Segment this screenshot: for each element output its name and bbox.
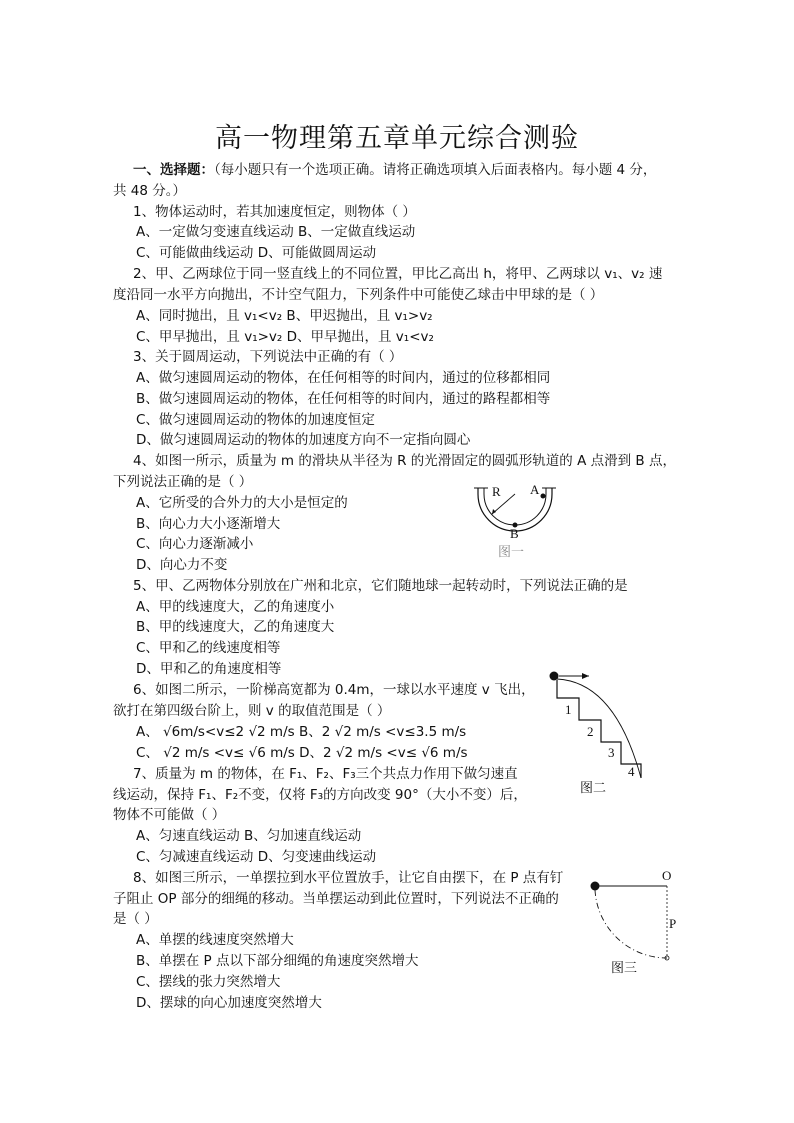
q8-option-d: D、摆球的向心加速度突然增大 bbox=[136, 995, 322, 1011]
figure-2-step-4: 4 bbox=[628, 764, 635, 779]
q1-options-ab: A、一定做匀变速直线运动 B、一定做直线运动 bbox=[136, 224, 416, 240]
figure-1-label-r: R bbox=[492, 484, 501, 499]
q7-options-ab: A、匀速直线运动 B、匀加速直线运动 bbox=[136, 828, 362, 844]
q5-option-c: C、甲和乙的线速度相等 bbox=[136, 640, 281, 656]
q3-stem: 3、关于圆周运动，下列说法中正确的有（ ） bbox=[133, 349, 403, 365]
q4-option-d: D、向心力不变 bbox=[136, 557, 228, 573]
q8-option-b: B、单摆在 P 点以下部分细绳的角速度突然增大 bbox=[136, 953, 419, 969]
figure-3-caption: 图三 bbox=[611, 961, 638, 976]
figure-2-step-2: 2 bbox=[587, 724, 594, 739]
q6-options-cd: C、 √2 m/s <v≤ √6 m/s D、2 √2 m/s <v≤ √6 m/s bbox=[136, 745, 468, 761]
q1-stem: 1、物体运动时，若其加速度恒定，则物体（ ） bbox=[133, 204, 416, 220]
figure-2-step-1: 1 bbox=[565, 702, 572, 717]
figure-1 bbox=[470, 480, 570, 560]
section-header bbox=[133, 160, 656, 180]
figure-3-label-o: O bbox=[662, 868, 672, 883]
figure-1-block-a bbox=[541, 494, 546, 499]
q8-stem: 8、如图三所示，一单摆拉到水平位置放手，让它自由摆下，在 P 点有钉 bbox=[133, 870, 564, 886]
q7-options-cd: C、匀减速直线运动 D、匀变速曲线运动 bbox=[136, 849, 377, 865]
page-title: 高一物理第五章单元综合测验 bbox=[215, 123, 579, 154]
q4-option-a: A、它所受的合外力的大小是恒定的 bbox=[136, 495, 348, 511]
q2-stem: 2、甲、乙两球位于同一竖直线上的不同位置，甲比乙高出 h，将甲、乙两球以 v₁、v₂ 速 bbox=[133, 266, 663, 282]
q8-option-a: A、单摆的线速度突然增大 bbox=[136, 932, 294, 948]
q4-option-c: C、向心力逐渐减小 bbox=[136, 536, 254, 552]
q2-options-ab: A、同时抛出，且 v₁<v₂ B、甲迟抛出，且 v₁>v₂ bbox=[136, 308, 433, 324]
figure-2-step-3: 3 bbox=[608, 745, 615, 760]
q3-option-d: D、做匀速圆周运动的物体的加速度方向不一定指向圆心 bbox=[136, 432, 471, 448]
q3-option-a: A、做匀速圆周运动的物体，在任何相等的时间内，通过的位移都相同 bbox=[136, 370, 551, 386]
section-note-cont: 共 48 分。） bbox=[113, 183, 187, 199]
figure-3-ball bbox=[591, 882, 600, 891]
q3-option-b: B、做匀速圆周运动的物体，在任何相等的时间内，通过的路程都相等 bbox=[136, 391, 551, 407]
figure-1-radius-arrow bbox=[492, 509, 496, 514]
q1-options-cd: C、可能做曲线运动 D、可能做圆周运动 bbox=[136, 245, 377, 261]
q8-option-c: C、摆线的张力突然增大 bbox=[136, 974, 281, 990]
q7-stem-cont: 线运动，保持 F₁、F₂不变，仅将 F₃的方向改变 90°（大小不变）后， bbox=[113, 787, 527, 803]
figure-2-caption: 图二 bbox=[580, 781, 607, 796]
q5-stem: 5、甲、乙两物体分别放在广州和北京，它们随地球一起转动时，下列说法正确的是 bbox=[133, 578, 628, 594]
q6-options-ab: A、 √6m/s<v≤2 √2 m/s B、2 √2 m/s <v≤3.5 m/s bbox=[136, 724, 467, 740]
figure-2-arrow-head bbox=[582, 673, 589, 679]
section-note: （每小题只有一个选项正确。请将正确选项填入后面表格内。每小题 4 分， bbox=[214, 162, 657, 178]
q4-option-b: B、向心力大小逐渐增大 bbox=[136, 516, 281, 532]
figure-3 bbox=[585, 866, 695, 978]
q6-stem-cont: 欲打在第四级台阶上，则 v 的取值范围是（ ） bbox=[113, 703, 391, 719]
q5-option-b: B、甲的线速度大，乙的角速度大 bbox=[136, 619, 335, 635]
q7-stem: 7、质量为 m 的物体，在 F₁、F₂、F₃三个共点力作用下做匀速直 bbox=[133, 766, 518, 782]
q7-stem-end: 物体不可能做（ ） bbox=[113, 807, 226, 823]
q4-stem: 4、如图一所示，质量为 m 的滑块从半径为 R 的光滑固定的圆弧形轨道的 A 点滑到 B 点， bbox=[133, 453, 676, 469]
q8-stem-end: 是（ ） bbox=[113, 911, 158, 927]
q8-stem-cont: 子阻止 OP 部分的细绳的移动。当单摆运动到此位置时，下列说法不正确的 bbox=[113, 891, 559, 907]
figure-3-arc bbox=[595, 890, 667, 958]
q3-option-c: C、做匀速圆周运动的物体的加速度恒定 bbox=[136, 412, 375, 428]
q5-option-d: D、甲和乙的角速度相等 bbox=[136, 661, 282, 677]
figure-1-label-b: B bbox=[510, 526, 519, 541]
figure-3-label-p: P bbox=[669, 916, 677, 931]
figure-1-label-a: A bbox=[530, 482, 540, 497]
figure-1-caption: 图一 bbox=[498, 545, 525, 560]
section-heading: 一、选择题： bbox=[133, 162, 214, 178]
figure-2 bbox=[545, 668, 650, 798]
q2-options-cd: C、甲早抛出，且 v₁>v₂ D、甲早抛出，且 v₁<v₂ bbox=[136, 329, 434, 345]
q5-option-a: A、甲的线速度大，乙的角速度小 bbox=[136, 599, 335, 615]
q6-stem: 6、如图二所示，一阶梯高宽都为 0.4m，一球以水平速度 v 飞出， bbox=[133, 682, 535, 698]
q4-stem-cont: 下列说法正确的是（ ） bbox=[113, 474, 253, 490]
q2-stem-cont: 度沿同一水平方向抛出，不计空气阻力，下列条件中可能使乙球击中甲球的是（ ） bbox=[113, 287, 604, 303]
